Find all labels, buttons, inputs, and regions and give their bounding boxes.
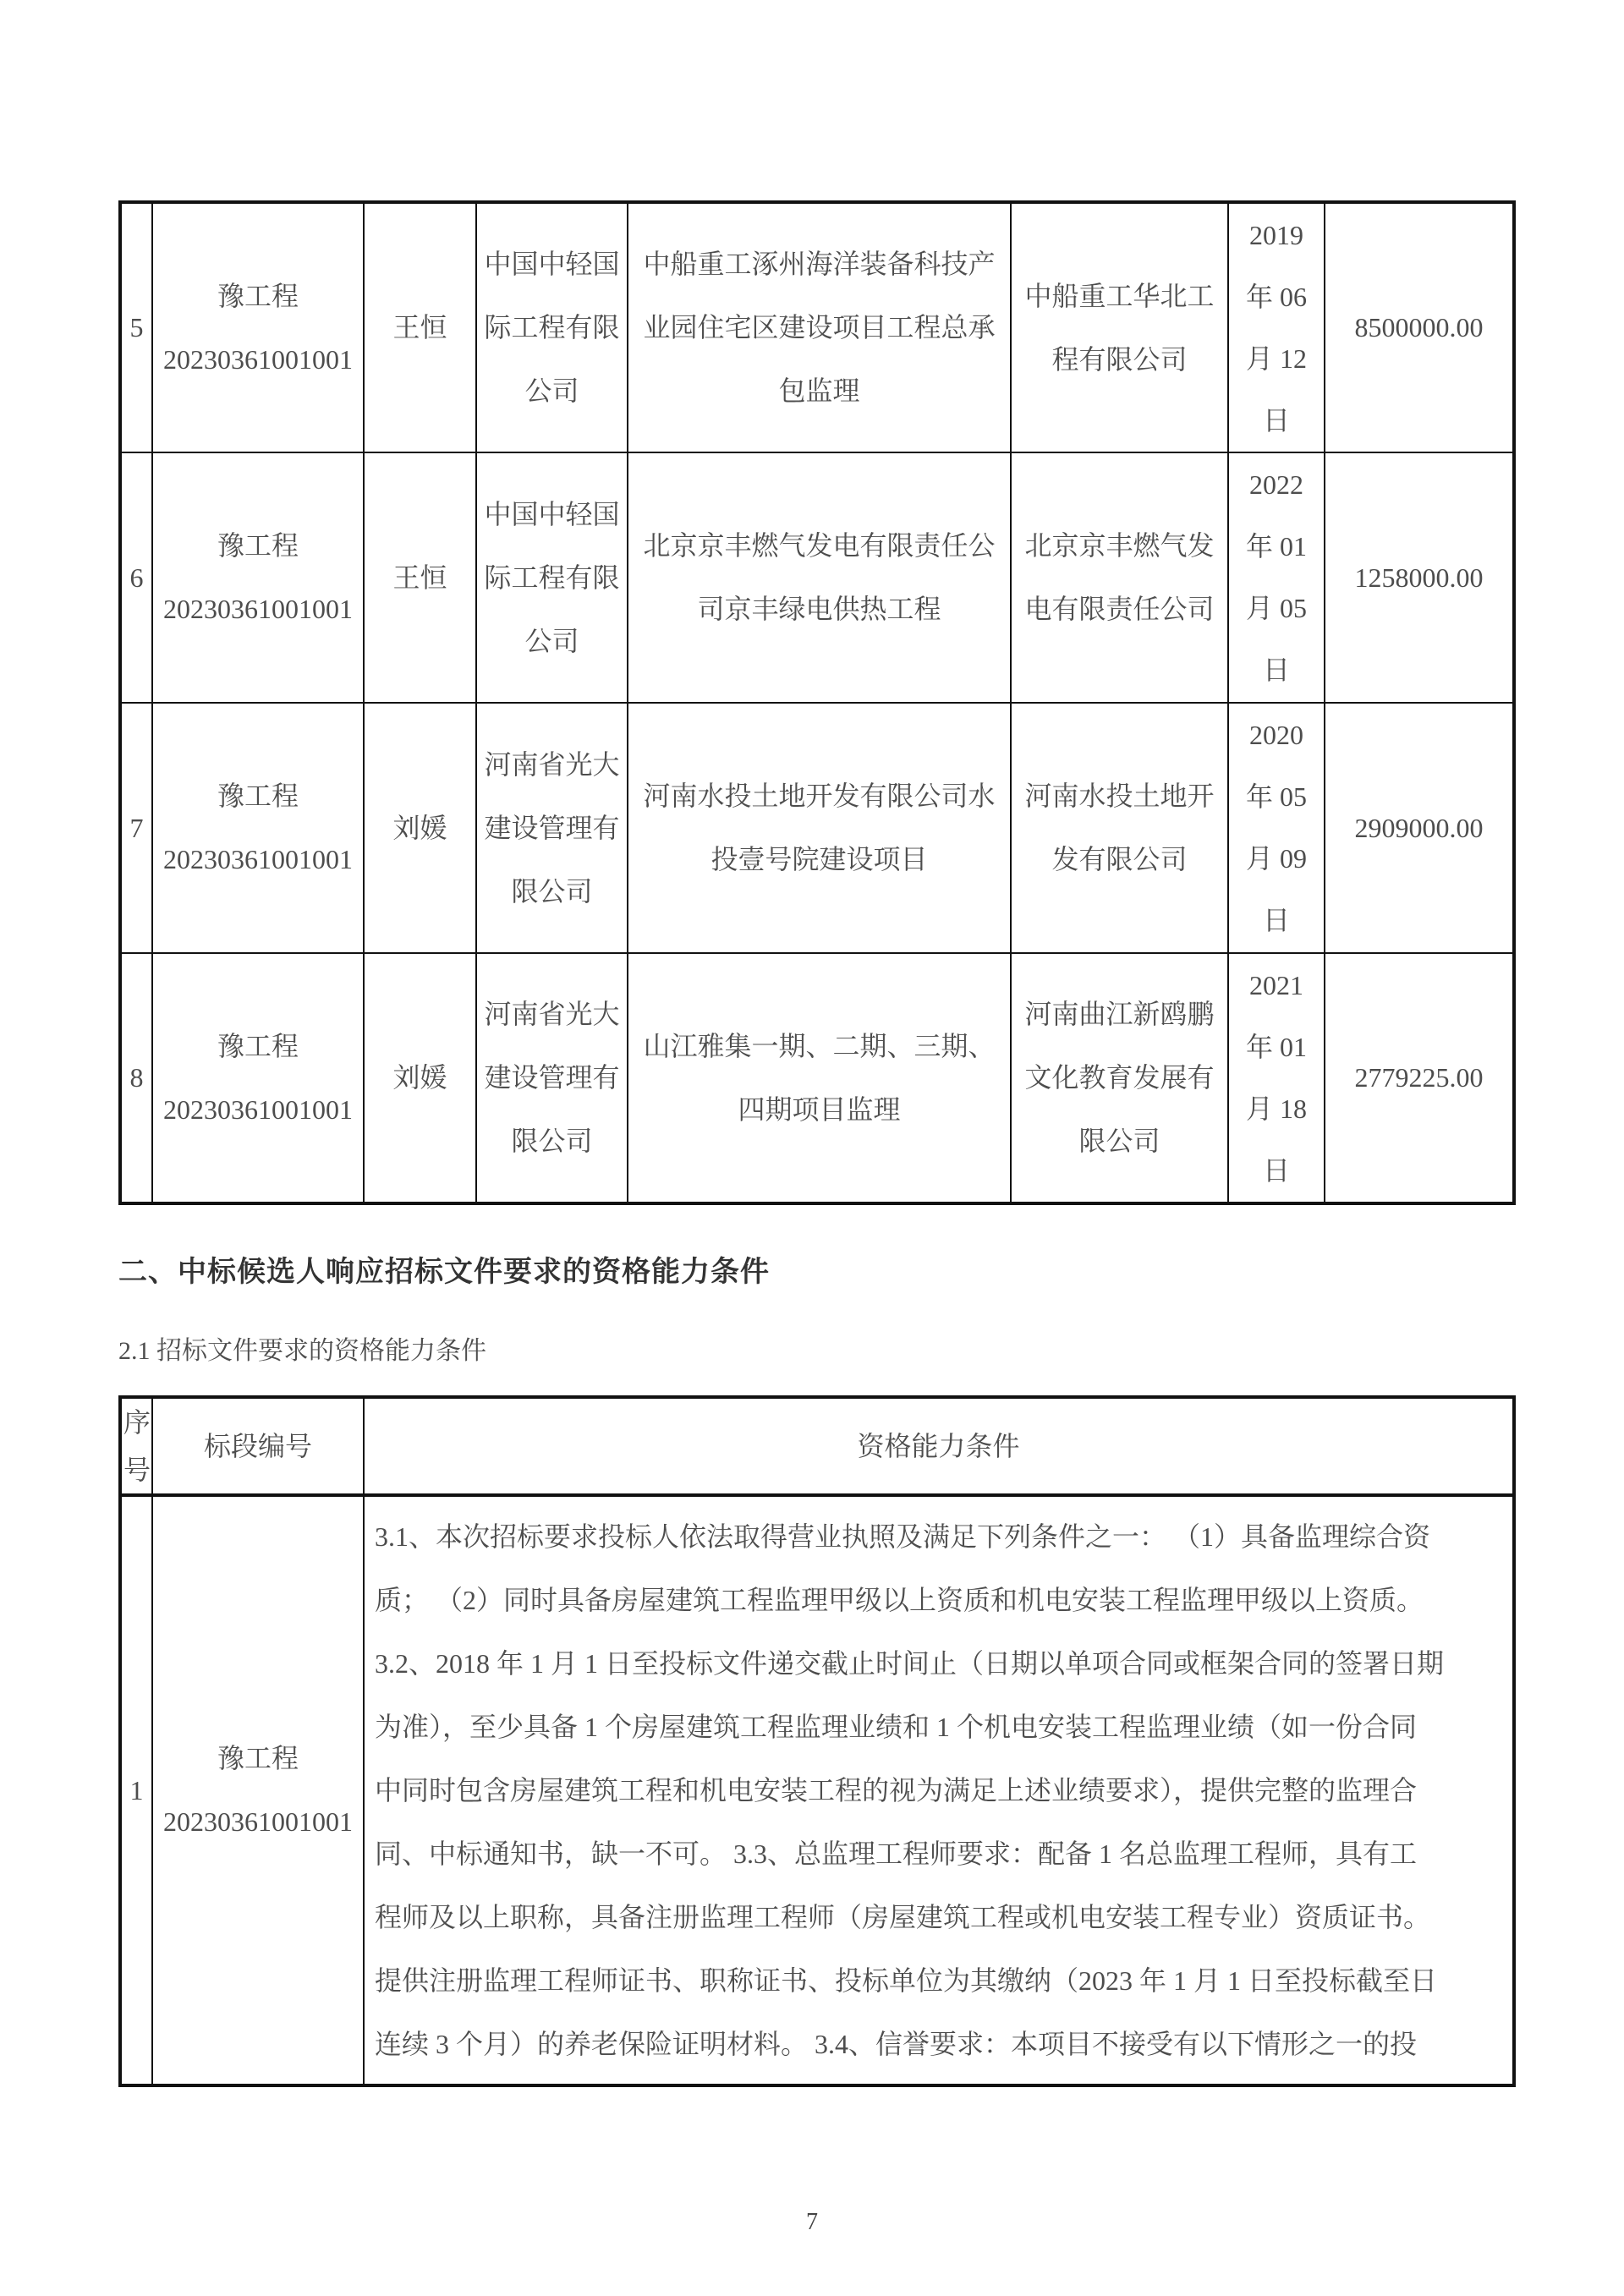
company-cell: 河南省光大建设管理有限公司	[476, 703, 628, 953]
date-cell: 2020 年 05 月 09 日	[1228, 703, 1325, 953]
row-number: 8	[120, 953, 152, 1203]
candidate-cell: 刘媛	[364, 703, 476, 953]
bid-section-code: 20230361001001	[163, 343, 353, 375]
amount-cell: 1258000.00	[1325, 452, 1514, 703]
bid-section-cell	[152, 452, 364, 703]
section-heading: 二、中标候选人响应招标文件要求的资格能力条件	[118, 1257, 770, 1288]
header-condition: 资格能力条件	[364, 1397, 1514, 1495]
bid-section-name: 豫工程	[217, 1743, 299, 1773]
project-cell: 山江雅集一期、二期、三期、四期项目监理	[628, 953, 1011, 1203]
condition-line: 同、中标通知书，缺一不可。 3.3、总监理工程师要求：配备 1 名总监理工程师，具有工	[375, 1838, 1418, 1869]
condition-line: 质； （2）同时具备房屋建筑工程监理甲级以上资质和机电安装工程监理甲级以上资质。	[375, 1584, 1424, 1615]
condition-cell	[364, 1495, 1514, 2085]
header-seq: 序号	[120, 1397, 152, 1495]
owner-cell: 北京京丰燃气发电有限责任公司	[1011, 452, 1228, 703]
bid-section-cell	[152, 202, 364, 452]
bid-section-code: 20230361001001	[163, 844, 353, 874]
owner-cell: 中船重工华北工程有限公司	[1011, 202, 1228, 452]
condition-line: 连续 3 个月）的养老保险证明材料。 3.4、信誉要求：本项目不接受有以下情形之一的投	[375, 2028, 1418, 2059]
company-cell: 中国中轻国际工程有限公司	[476, 202, 628, 452]
bid-section-code: 20230361001001	[163, 1806, 353, 1837]
qualification-conditions-table	[118, 1395, 1516, 2087]
bid-section-name: 豫工程	[217, 280, 299, 311]
project-cell: 中船重工涿州海洋装备科技产业园住宅区建设项目工程总承包监理	[628, 202, 1011, 452]
candidate-cell: 刘媛	[364, 953, 476, 1203]
amount-cell: 8500000.00	[1325, 202, 1514, 452]
header-bid-section: 标段编号	[152, 1397, 364, 1495]
condition-line: 提供注册监理工程师证书、职称证书、投标单位为其缴纳（2023 年 1 月 1 日至投标截至日	[375, 1964, 1438, 1996]
table-row	[120, 703, 1514, 953]
table-row	[120, 202, 1514, 452]
candidates-achievement-table	[118, 200, 1516, 1205]
page-number: 7	[806, 2209, 818, 2235]
table-row	[120, 953, 1514, 1203]
project-cell: 北京京丰燃气发电有限责任公司京丰绿电供热工程	[628, 452, 1011, 703]
condition-line: 3.1、本次招标要求投标人依法取得营业执照及满足下列条件之一： （1）具备监理综合资	[375, 1521, 1431, 1552]
condition-line: 为准），至少具备 1 个房屋建筑工程监理业绩和 1 个机电安装工程监理业绩（如一份合同	[375, 1711, 1418, 1742]
bid-section-code: 20230361001001	[163, 594, 353, 624]
amount-cell: 2909000.00	[1325, 703, 1514, 953]
row-number: 7	[120, 703, 152, 953]
bid-section-name: 豫工程	[217, 1030, 299, 1061]
table-row	[120, 452, 1514, 703]
owner-cell: 河南水投土地开发有限公司	[1011, 703, 1228, 953]
amount-cell: 2779225.00	[1325, 953, 1514, 1203]
owner-cell: 河南曲江新鸥鹏文化教育发展有限公司	[1011, 953, 1228, 1203]
bid-section-name: 豫工程	[217, 530, 299, 561]
bid-section-cell	[152, 1495, 364, 2085]
row-number: 6	[120, 452, 152, 703]
candidate-cell: 王恒	[364, 202, 476, 452]
date-cell: 2021 年 01 月 18 日	[1228, 953, 1325, 1203]
bid-section-code: 20230361001001	[163, 1093, 353, 1125]
condition-line: 中同时包含房屋建筑工程和机电安装工程的视为满足上述业绩要求），提供完整的监理合	[375, 1774, 1418, 1806]
table-row	[120, 1495, 1514, 2085]
bid-section-name: 豫工程	[217, 781, 299, 811]
section-subheading: 2.1 招标文件要求的资格能力条件	[118, 1337, 486, 1365]
row-number: 5	[120, 202, 152, 452]
bid-section-cell	[152, 953, 364, 1203]
date-cell: 2022 年 01 月 05 日	[1228, 452, 1325, 703]
project-cell: 河南水投土地开发有限公司水投壹号院建设项目	[628, 703, 1011, 953]
table-header-row	[120, 1397, 1514, 1495]
date-cell: 2019 年 06 月 12 日	[1228, 202, 1325, 452]
row-number: 1	[120, 1495, 152, 2085]
company-cell: 河南省光大建设管理有限公司	[476, 953, 628, 1203]
condition-line: 程师及以上职称，具备注册监理工程师（房屋建筑工程或机电安装工程专业）资质证书。	[375, 1901, 1431, 1932]
condition-line: 3.2、2018 年 1 月 1 日至投标文件递交截止时间止（日期以单项合同或框架合同的签署日期	[375, 1647, 1445, 1679]
company-cell: 中国中轻国际工程有限公司	[476, 452, 628, 703]
candidate-cell: 王恒	[364, 452, 476, 703]
bid-section-cell	[152, 703, 364, 953]
